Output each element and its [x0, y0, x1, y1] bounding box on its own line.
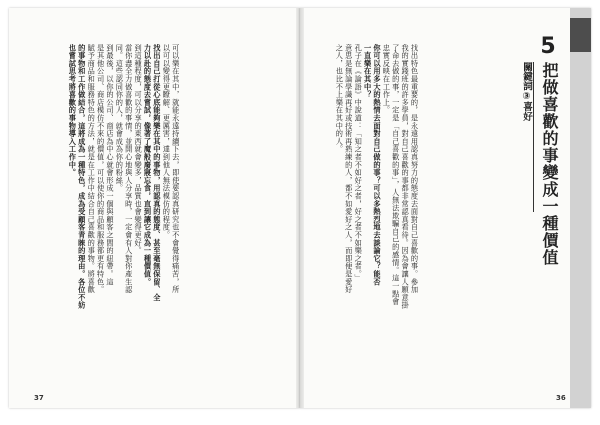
- chapter-subtitle: 關鍵詞③喜好: [521, 62, 532, 121]
- text-column: 當你盡全力做喜歡的事情，並開心地與人分享時，一定會有人對你產生認: [124, 44, 134, 294]
- chapter-title-rule: [533, 62, 534, 212]
- chapter-title: 把做喜歡的事變成一種價值: [540, 62, 559, 266]
- chapter-number: 5: [540, 34, 556, 59]
- text-column: 之人，也比不上樂在其中的人。: [335, 44, 345, 154]
- text-column: 一直樂在其中？: [363, 44, 373, 99]
- right-page-body: [334, 44, 419, 356]
- chapter-tab-strip: [570, 8, 591, 408]
- right-page-number: 36: [556, 394, 566, 402]
- text-column: 了命去做的事，一定是「自己喜歡的事」，人無法欺騙自己的感情。這一點會: [391, 44, 401, 306]
- text-column: 找出自己打從心底能夠樂在其中的事物，用認真的態度、甚至毫無保留、全: [152, 44, 162, 302]
- left-page-body: [67, 44, 180, 356]
- text-column: 到這種程度，可以分享的東西就會變多，品質也會變得更好。: [134, 44, 144, 255]
- text-column: 是其他公司、商店模仿不來的價值，可以使你的商品和服務都更有特色。: [96, 44, 106, 294]
- text-column: 同。這些認同你的人，就會成為你的粉絲。: [115, 44, 125, 193]
- text-column: 忠實反映在工作上。: [382, 44, 392, 115]
- text-column: 找出特色最重要的，是永遠用認真努力的態度去面對自己喜歡的事。參加: [410, 44, 420, 294]
- text-column: 也嘗試思考將喜歡的事物導入工作中。: [68, 44, 78, 177]
- text-column: 孔子在《論語》中說道：「知之者不如好之者，好之者不如樂之者。」: [354, 44, 364, 283]
- text-column: 我的實踐班的許多學員，對自己喜歡的事都非常認真看待。因為會讓人願意掛: [401, 44, 411, 310]
- text-column: 以可以變得更瞭解、更厲害，達到他人無法模仿的程度。: [162, 44, 172, 239]
- text-column: 可以樂在其中，就能永遠持續下去，即使要認真研究也不會覺得痛苦，所: [171, 44, 181, 294]
- text-column: 賦予商品和服務特色的方法，就是在工作中結合自己喜歡的事物。將喜歡: [87, 44, 97, 294]
- text-column: 你可以用多大的熱情去面對自己做的事？可以多熱烈地去談論它？能否: [372, 44, 382, 286]
- text-column: 的事物和工作做結合，這將成為一種特色，成為受顧客青睞的理由。各位不妨: [77, 44, 87, 310]
- left-page-number: 37: [34, 394, 44, 402]
- book-gutter: [296, 8, 304, 408]
- text-column: 到最後，以你的公司、商店為中心就會形成一個與顧客之間的紐帶。這: [105, 44, 115, 286]
- text-column: 意思是無論學識再好或技術再熟練的人，都不如愛好之人，而即便是愛好: [344, 44, 354, 294]
- text-column: 力以赴的態度去嘗試，像著了魔般廢寢忘食，直到讓它成為一種價值。: [143, 44, 153, 286]
- chapter-tab-marker: [570, 18, 591, 52]
